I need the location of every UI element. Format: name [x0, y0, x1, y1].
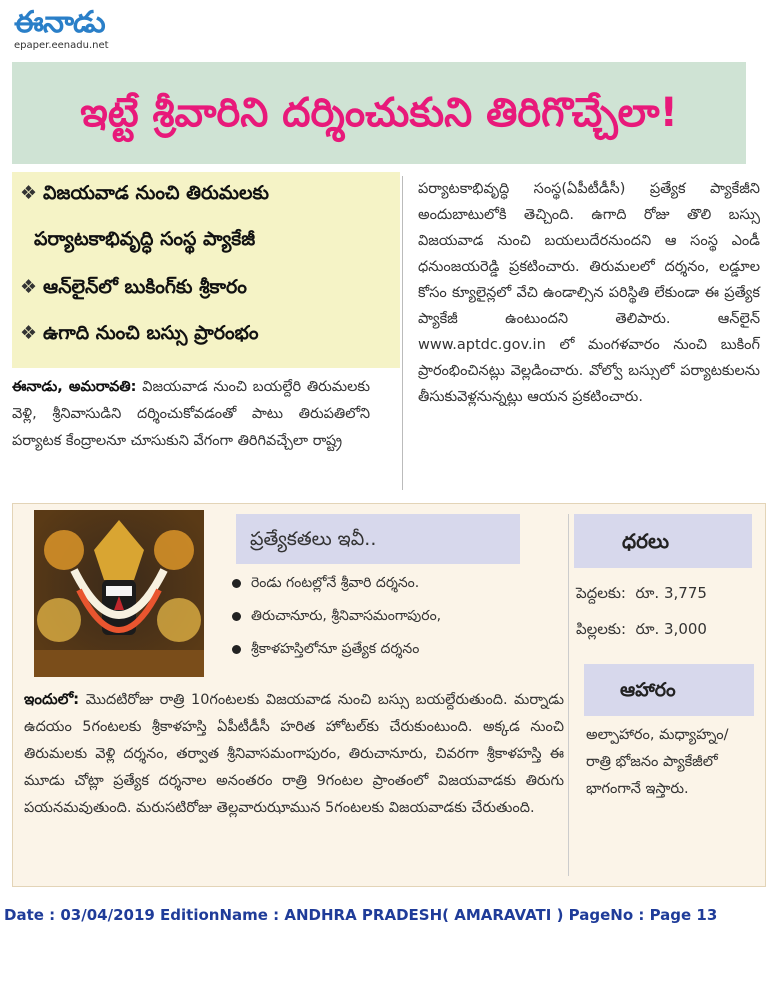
highlight-item: ❖ ఆన్‌లైన్‌లో బుకింగ్‌కు శ్రీకారం: [20, 276, 247, 298]
itinerary-text: ఇందులో: మొదటిరోజు రాత్రి 10గంటలకు విజయవాడ నుంచి బస్సు బయల్దేరుతుంది. మర్నాడు ఉదయం 5గంటలకు శ్రీకాళహస్తి ఏపీటీడీసీ హరిత హోటల్‌కు చేరుకుంటుంది. అక్కడ నుంచి తిరుమలకు వెళ్లి దర్శనం, తర్వాత శ్రీనివాసమంగాపురం, తిరుచానూరు, చివరగా శ్రీకాళహస్తి ఈ మూడు చోట్లా ప్రత్యేక దర్శనాల అనంతరం రాత్రి 9గంటల ప్రాంతంలో విజయవాడకు తిరుగు పయనమవుతుంది. మరుసటిరోజు తెల్లవారుఝామున 5గంటలకు విజయవాడకు చేరుతుంది.: [24, 690, 565, 816]
list-item: శ్రీకాళహస్తిలోనూ ప్రత్యేక దర్శనం: [232, 634, 562, 667]
bullet-dot-icon: [232, 579, 241, 588]
intro-text: విజయవాడ నుంచి బయల్దేరి తిరుమలకు వెళ్లి, శ్రీనివాసుడిని దర్శించుకోవడంతో పాటు తిరుపతిలోని పర్యాటక కేంద్రాలనూ చూసుకుని వేగంగా తిరిగివచ్చేలా రాష్ట్ర: [12, 379, 370, 449]
list-item: తిరుచానూరు, శ్రీనివాసమంగాపురం,: [232, 601, 562, 634]
dateline: ఈనాడు, అమరావతి:: [12, 379, 137, 395]
price-row-adults: పెద్దలకు: రూ. 3,775: [576, 584, 707, 602]
deity-photo-icon: [34, 510, 204, 677]
bullet-dot-icon: [232, 645, 241, 654]
price-row-children: పిల్లలకు: రూ. 3,000: [576, 620, 707, 638]
right-article: [418, 176, 760, 410]
edition-footer: Date : 03/04/2019 EditionName : ANDHRA PRADESH( AMARAVATI ) PageNo : Page 13: [4, 906, 718, 924]
food-title: ఆహారం: [584, 664, 754, 716]
specialties-title: ప్రత్యేకతలు ఇవీ..: [236, 514, 520, 564]
bullet-dot-icon: [232, 612, 241, 621]
diamond-bullet-icon: ❖: [20, 182, 38, 204]
highlights-box: [12, 172, 400, 368]
price-divider: [568, 514, 569, 876]
eenadu-logo[interactable]: ఈనాడు: [14, 5, 105, 40]
epaper-url: epaper.eenadu.net: [14, 40, 109, 51]
itinerary-lead: ఇందులో:: [24, 690, 80, 708]
intro-article: [12, 374, 370, 455]
specialties-list: [232, 568, 562, 667]
list-item: రెండు గంటల్లోనే శ్రీవారి దర్శనం.: [232, 568, 562, 601]
food-text: అల్పాహారం, మధ్యాహ్నం/ రాత్రి భోజనం ప్యాకేజీలో భాగంగానే ఇస్తారు.: [586, 727, 729, 797]
right-article-text: పర్యాటకాభివృద్ధి సంస్థ(ఏపీటీడీసీ) ప్రత్యేక ప్యాకేజీని అందుబాటులోకి తెచ్చింది. ఉగాది రోజు తొలి బస్సు విజయవాడ నుంచి బయలుదేరనుందని ఆ సంస్థ ఎండీ ధనుంజయరెడ్డి ప్రకటించారు. తిరుమలలో దర్శనం, లడ్డూల కోసం క్యూలైన్లలో వేచి ఉండాల్సిన పరిస్థితి లేకుండా ఈ ప్రత్యేక ప్యాకేజీ ఉంటుందని తెలిపారు. ఆన్‌లైన్ www.aptdc.gov.in లో మంగళవారం నుంచి బుకింగ్ ప్రారంభించినట్లు వెల్లడించారు. వోల్వో బస్సులో పర్యాటకులను తీసుకువెళ్లనున్నట్లు ఆయన ప్రకటించారు.: [418, 181, 760, 405]
diamond-bullet-icon: ❖: [20, 276, 38, 298]
headline-banner: [12, 62, 746, 164]
highlight-item: ❖ ఉగాది నుంచి బస్సు ప్రారంభం: [20, 322, 259, 344]
diamond-bullet-icon: ❖: [20, 322, 38, 344]
headline-text: ఇట్టే శ్రీవారిని దర్శించుకుని తిరిగొచ్చేలా!: [80, 90, 678, 136]
column-divider: [402, 176, 403, 490]
highlight-item: ❖ విజయవాడ నుంచి తిరుమలకు: [20, 182, 269, 204]
highlight-item: పర్యాటకాభివృద్ధి సంస్థ ప్యాకేజీ: [34, 228, 256, 250]
prices-title: ధరలు: [574, 514, 752, 568]
